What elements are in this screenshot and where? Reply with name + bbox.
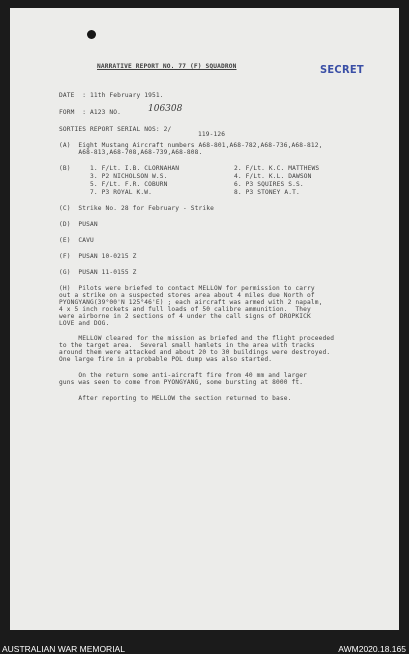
narrative-line: (H) Pilots were briefed to contact MELLOW for permission to carry: [59, 285, 315, 292]
serial-range: 119-126: [198, 131, 226, 138]
item-e-line: (E) CAVU: [59, 237, 94, 244]
narrative-line: One large fire in a probable POL dump was also started.: [59, 356, 273, 363]
narrative-line: LOVE and DOG.: [59, 320, 110, 327]
narrative-line: After reporting to MELLOW the section returned to base.: [59, 395, 292, 402]
narrative-line: On the return some anti-aircraft fire from 40 mm and larger: [59, 372, 308, 379]
pilot-left: 1. F/Lt. I.B. CLORNAHAN: [90, 165, 180, 172]
narrative-line: 4 x 5 inch rockets and full loads of 50 calibre ammunition. They: [59, 306, 311, 313]
footer-accession-number: AWM2020.18.165: [338, 644, 406, 654]
narrative-line: to the target area. Several small hamlets in the area with tracks: [59, 342, 315, 349]
pilot-left: 7. P3 ROYAL K.W.: [90, 189, 153, 196]
date-line: DATE : 11th February 1951.: [59, 92, 164, 99]
footer-credit: AUSTRALIAN WAR MEMORIAL: [2, 644, 125, 654]
item-d-line: (D) PUSAN: [59, 221, 98, 228]
item-a-line-1: (A) Eight Mustang Aircraft numbers A68-801,A68-782,A68-736,A68-812,: [59, 142, 323, 149]
document-page: [10, 8, 399, 630]
narrative-line: were airborne in 2 sections of 4 under the call signs of DROPKICK: [59, 313, 311, 320]
pilot-right: 2. F/Lt. K.C. MATTHEWS: [234, 165, 320, 172]
pilot-left: 3. P2 NICHOLSON W.S.: [90, 173, 168, 180]
item-a-line-2: A68-813,A68-708,A68-739,A68-808.: [59, 149, 203, 156]
narrative-line: MELLOW cleared for the mission as briefed and the flight proceeded: [59, 335, 335, 342]
form-number-handwritten: 106308: [148, 104, 183, 114]
pilot-left: 5. F/Lt. F.R. COBURN: [90, 181, 168, 188]
sorties-line: SORTIES REPORT SERIAL NOS: 2/: [59, 126, 172, 133]
footer-bar: [0, 630, 409, 653]
narrative-line: PYONGYANG(39°00'N 125°46'E) ; each aircraft was armed with 2 napalm,: [59, 299, 323, 306]
pilot-right: 6. P3 SQUIRES S.S.: [234, 181, 304, 188]
pilot-right: 4. F/Lt. K.L. DAWSON: [234, 173, 312, 180]
item-f-line: (F) PUSAN 10-0215 Z: [59, 253, 137, 260]
item-c-line: (C) Strike No. 28 for February - Strike: [59, 205, 215, 212]
item-g-line: (G) PUSAN 11-0155 Z: [59, 269, 137, 276]
report-title: NARRATIVE REPORT NO. 77 (F) SQUADRON: [97, 63, 237, 70]
form-line: FORM : A123 NO.: [59, 109, 122, 116]
secret-stamp: SECRET: [320, 63, 364, 76]
punch-hole: [87, 30, 96, 39]
narrative-line: around them were attacked and about 20 to 30 buildings were destroyed.: [59, 349, 331, 356]
pilot-right: 8. P3 STONEY A.T.: [234, 189, 300, 196]
item-b-label: (B): [59, 165, 71, 172]
narrative-line: guns was seen to come from PYONGYANG, some bursting at 8000 ft.: [59, 379, 304, 386]
narrative-line: out a strike on a suspected stores area about 4 miles due North of: [59, 292, 315, 299]
